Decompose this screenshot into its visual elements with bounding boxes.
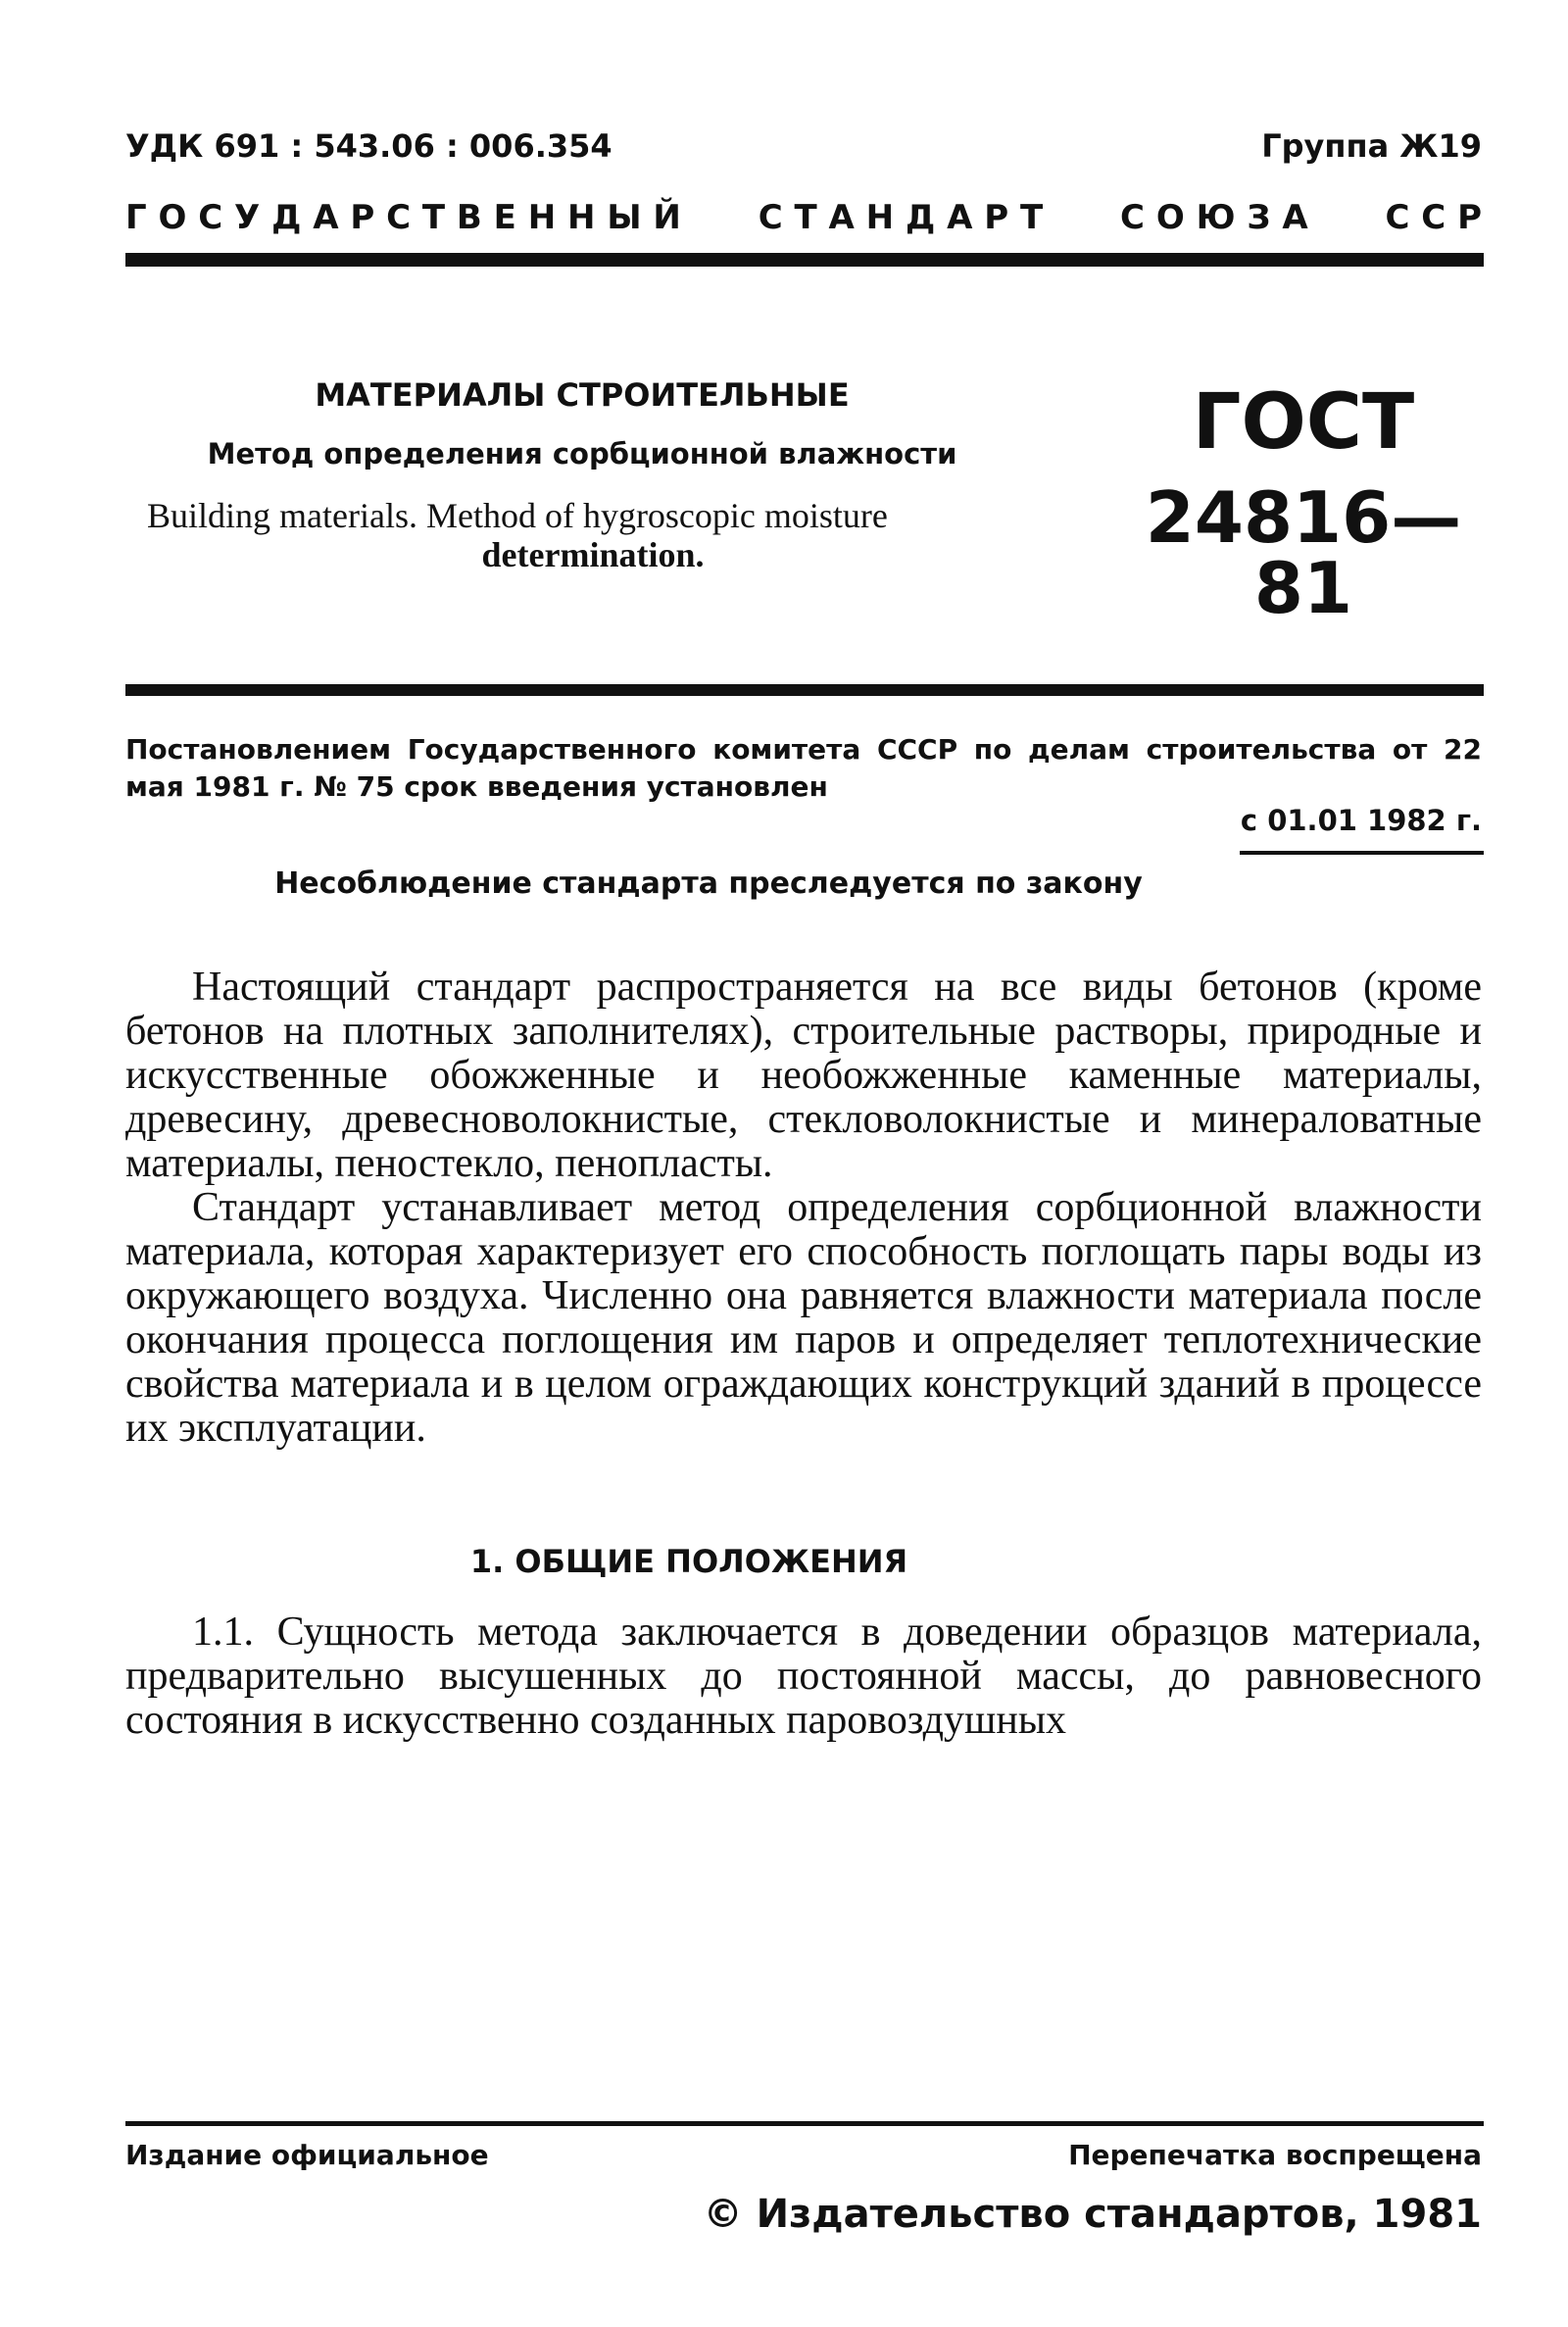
introduction-date: с 01.01 1982 г. [1240, 804, 1482, 837]
banner-word: С Т А Н Д А Р Т [758, 198, 1044, 237]
paragraph-scope: Настоящий стандарт распространяется на все виды бетонов (кроме бетонов на плотных заполнителях), строительные растворы, природные и искусственные обожженные и необожженные каменные материалы, древесину, древесноволокнистые, стекловолокнистые и минераловатные материалы, пеностекло, пенопласты. [125, 965, 1482, 1186]
document-title: МАТЕРИАЛЫ СТРОИТЕЛЬНЫЕ [315, 376, 850, 414]
banner-word: С С Р [1385, 198, 1482, 237]
banner-word: С О Ю З А [1120, 198, 1308, 237]
paragraph-method: Стандарт устанавливает метод определения сорбционной влажности материала, которая характеризует его способность поглощать пары воды из окружающего воздуха. Численно она равняется влажности материала после окончания процесса поглощения им паров и определяет теплотехнические свойства материала и в целом ограждающих конструкций зданий в процессе их эксплуатации. [125, 1185, 1482, 1451]
gost-number: 24816—81 [1145, 476, 1462, 629]
copyright-notice: © Издательство стандартов, 1981 [703, 2192, 1482, 2237]
law-note: Несоблюдение стандарта преследуется по закону [274, 866, 1143, 901]
top-rule-divider [125, 253, 1484, 267]
english-title [147, 496, 1039, 574]
udc-code: УДК 691 : 543.06 : 006.354 [125, 127, 612, 165]
decree-text: Постановлением Государственного комитета СССР по делам строительства от 22 мая 1981 г. № 75 срок введения установлен [125, 733, 1482, 803]
document-subtitle: Метод определения сорбционной влажности [207, 437, 957, 470]
official-edition-label: Издание официальное [125, 2139, 489, 2171]
section-heading: 1. ОБЩИЕ ПОЛОЖЕНИЯ [469, 1543, 908, 1580]
english-title-line-2: determination. [481, 535, 705, 574]
date-underline [1240, 851, 1484, 855]
footer-rule-divider [125, 2121, 1484, 2126]
group-code: Группа Ж19 [1261, 127, 1482, 165]
english-title-line-1: Building materials. Method of hygroscopic moisture [147, 496, 888, 535]
gost-label: ГОСТ [1192, 378, 1415, 467]
banner-word: Г О С У Д А Р С Т В Е Н Н Ы Й [125, 198, 681, 237]
gov-standard-banner [125, 194, 1482, 241]
reprint-prohibited-label: Перепечатка воспрещена [1068, 2139, 1482, 2171]
paragraph-1-1: 1.1. Сущность метода заключается в доведении образцов материала, предварительно высушенных до постоянной массы, до равновесного состояния в искусственно созданных паровоздушных [125, 1609, 1482, 1743]
middle-rule-divider [125, 684, 1484, 696]
